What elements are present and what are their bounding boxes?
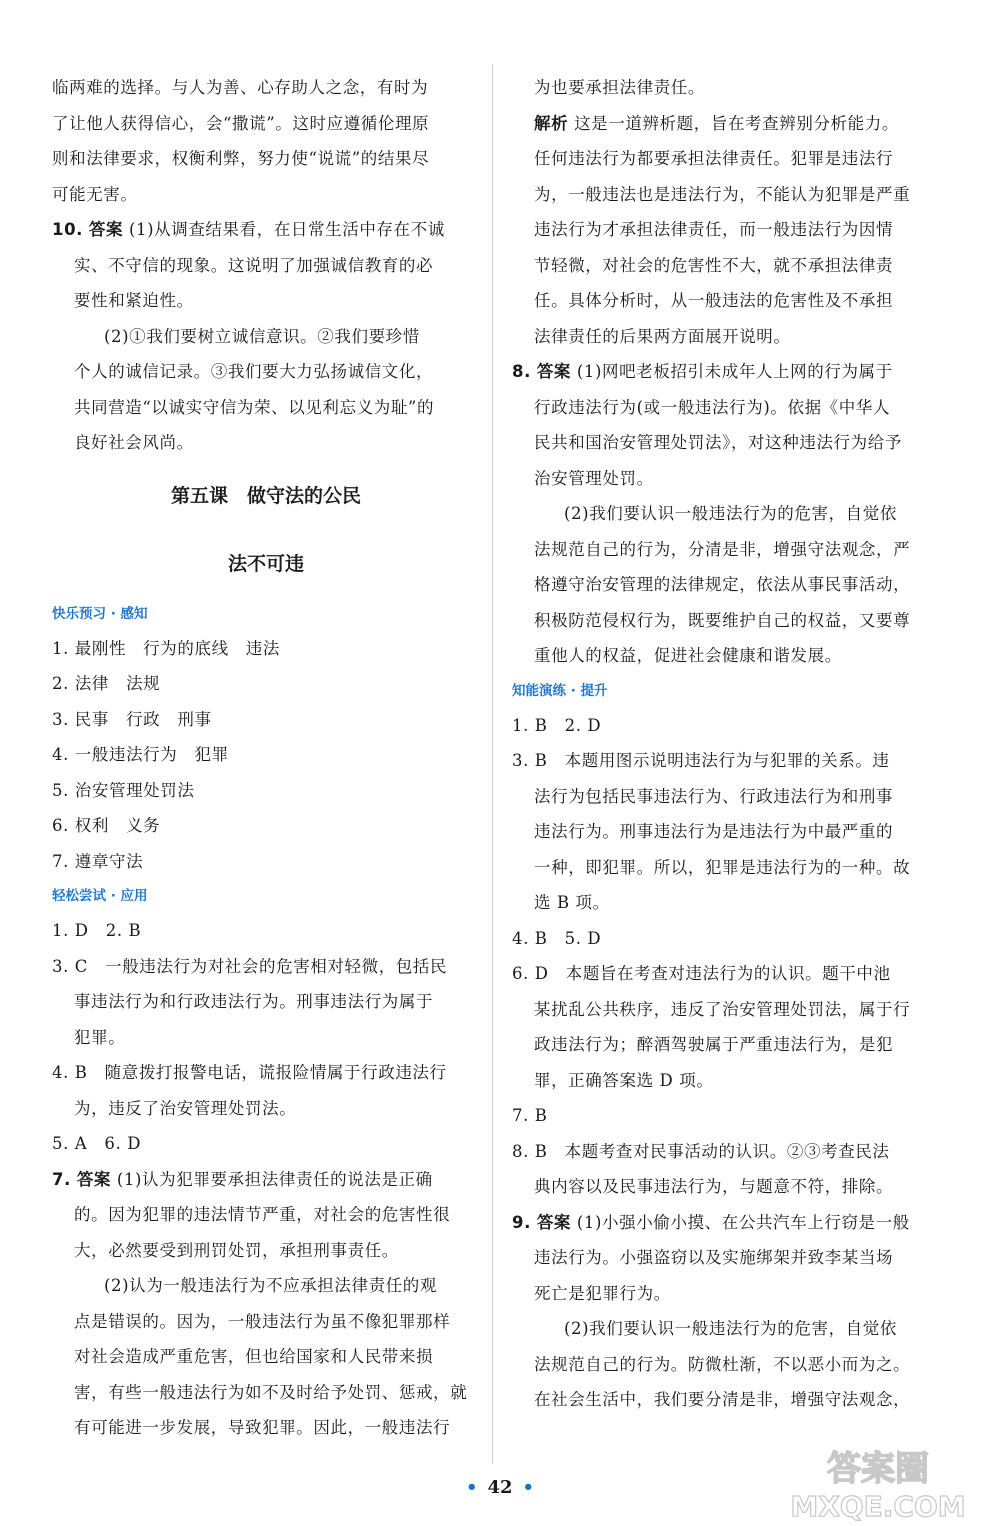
analysis-label: 解析 [534,113,569,133]
text-line: 共同营造“以诚实守信为荣、以见利忘义为耻”的 [74,397,435,417]
practice-answer: 4. B 5. D [512,928,602,948]
text-line: 临两难的选择。与人为善、心存助人之念，有时为 [52,78,429,97]
section-heading-apply: 轻松尝试 · 应用 [52,888,148,904]
text-line: (2)我们要认识一般违法行为的危害，自觉依 [564,504,897,523]
text-line: 法规范自己的行为。防微杜渐，不以恶小而为之。 [534,1354,911,1374]
text-line: 治安管理处罚。 [534,468,654,488]
text-line: 在社会生活中，我们要分清是非，增强守法观念， [534,1390,911,1409]
text-line: 民共和国治安管理处罚法》，对这种违法行为给予 [534,433,902,452]
preview-answer: 7. 遵章守法 [52,851,144,871]
question-number: 10. [52,220,84,239]
text-line: 节轻微，对社会的危害性不大，就不承担法律责 [534,255,894,275]
text-line: 为，违反了治安管理处罚法。 [74,1098,297,1118]
text-line: 对社会造成严重危害，但也给国家和人民带来损 [74,1347,434,1366]
answer-label: 答案 [88,220,124,239]
text-line: 违法行为。小强盗窃以及实施绑架并致李某当场 [534,1248,894,1267]
text-line: 要性和紧迫性。 [74,291,194,310]
text-line: (2)我们要认识一般违法行为的危害，自觉依 [564,1319,897,1338]
text-line: 法规范自己的行为，分清是非，增强守法观念，严 [534,539,911,559]
answer-label: 答案 [76,1169,112,1189]
apply-answer: 1. D 2. B [52,921,142,940]
text-line: 可能无害。 [52,184,138,204]
preview-answer: 3. 民事 行政 刑事 [52,709,212,729]
text-line: 选 B 项。 [534,893,610,912]
analysis-text: 这是一道辨析题，旨在考查辨别分析能力。 [574,113,899,133]
text-line: 实、不守信的现象。这说明了加强诚信教育的必 [74,255,434,275]
column-divider [492,64,493,1464]
practice-answer: 8. B 本题考查对民事活动的认识。②③考查民法 [512,1141,890,1161]
answer-7 [52,1162,480,1198]
preview-answer: 4. 一般违法行为 犯罪 [52,745,229,764]
text-line: 有可能进一步发展，导致犯罪。因此，一般违法行 [74,1418,451,1437]
text-line: 某扰乱公共秩序，违反了治安管理处罚法，属于行 [534,999,911,1019]
text-line: 重他人的权益，促进社会健康和谐发展。 [534,646,842,665]
text-line: (2)认为一般违法行为不应承担法律责任的观 [104,1276,437,1295]
text-line: 法律责任的后果两方面展开说明。 [534,326,791,346]
text-line: 政违法行为；醉酒驾驶属于严重违法行为，是犯 [534,1035,894,1054]
text-line: 任何违法行为都要承担法律责任。犯罪是违法行 [534,149,894,168]
watermark-url: MXQE.COM [790,1490,966,1523]
answer-10 [52,212,480,248]
practice-answer: 7. B [512,1106,548,1125]
apply-answer: 3. C 一般违法行为对社会的危害相对轻微，包括民 [52,956,448,976]
question-number: 9. [512,1212,531,1232]
preview-answer: 1. 最刚性 行为的底线 违法 [52,638,280,658]
preview-answer: 2. 法律 法规 [52,674,161,693]
text-line: 典内容以及民事违法行为，与题意不符，排除。 [534,1177,894,1196]
text-line: 法行为包括民事违法行为、行政违法行为和刑事 [534,786,894,806]
text-line: 为，一般违法也是违法行为，不能认为犯罪是严重 [534,184,911,204]
apply-answer: 5. A 6. D [52,1134,142,1153]
practice-answer: 1. B 2. D [512,715,602,735]
text-line: 个人的诚信记录。③我们要大力弘扬诚信文化， [74,362,434,381]
text-line: 一种，即犯罪。所以，犯罪是违法行为的一种。故 [534,857,911,877]
section-heading-practice: 知能演练 · 提升 [512,682,608,699]
text-line: 格遵守治安管理的法律规定，依法从事民事活动， [534,575,911,594]
lesson-title: 第五课 做守法的公民 [170,484,361,507]
answer-label: 答案 [536,1212,572,1232]
page-number-text: 42 [487,1477,513,1498]
watermark-logo [760,1440,996,1524]
text-line: 为也要承担法律责任。 [534,78,705,97]
left-column [52,70,480,1446]
practice-answer: 6. D 本题旨在考查对违法行为的认识。题干中池 [512,964,891,983]
answer-label: 答案 [536,362,572,381]
text-line: 事违法行为和行政违法行为。刑事违法行为属于 [74,992,434,1011]
text-line: 违法行为才承担法律责任，而一般违法行为因情 [534,220,894,239]
text-line: 良好社会风尚。 [74,433,194,452]
answer-text: (1)小强小偷小摸、在公共汽车上行窃是一般 [576,1212,910,1232]
text-line: 大，必然要受到刑罚处罚，承担刑事责任。 [74,1240,399,1260]
question-number: 8. [512,362,531,381]
text-line: 违法行为。刑事违法行为是违法行为中最严重的 [534,822,894,841]
right-column [512,70,924,1418]
text-line: 积极防范侵权行为，既要维护自己的权益，又要尊 [534,610,911,630]
text-line: 了让他人获得信心，会“撒谎”。这时应遵循伦理原 [52,113,430,133]
text-line: 的。因为犯罪的违法情节严重，对社会的危害性很 [74,1205,451,1224]
text-line: 害，有些一般违法行为如不及时给予处罚、惩戒，就 [74,1382,468,1402]
preview-answer: 5. 治安管理处罚法 [52,780,195,800]
question-number: 7. [52,1169,71,1189]
topic-title: 法不可违 [227,552,304,575]
section-heading-preview: 快乐预习 · 感知 [52,605,148,622]
text-line: 罪，正确答案选 D 项。 [534,1070,714,1090]
answer-text: (1)认为犯罪要承担法律责任的说法是正确 [116,1169,433,1189]
text-line: 任。具体分析时，从一般违法的危害性及不承担 [534,291,894,310]
answer-text: (1)从调查结果看，在日常生活中存在不诚 [128,220,445,239]
watermark-text: 答案圈 [827,1449,929,1489]
answer-text: (1)网吧老板招引未成年人上网的行为属于 [576,362,893,381]
answer-8 [512,354,924,390]
preview-answer: 6. 权利 义务 [52,816,161,835]
bullet-icon: • [465,1477,478,1498]
answer-9 [512,1205,924,1241]
bullet-icon: • [522,1477,535,1498]
analysis [512,106,924,142]
text-line: 则和法律要求，权衡利弊，努力使“说谎”的结果尽 [52,149,430,168]
text-line: 犯罪。 [74,1027,126,1047]
text-line: 行政违法行为(或一般违法行为)。依据《中华人 [534,397,891,417]
text-line: 死亡是犯罪行为。 [534,1283,671,1303]
text-line: 点是错误的。因为，一般违法行为虽不像犯罪那样 [74,1311,451,1331]
apply-answer: 4. B 随意拨打报警电话，谎报险情属于行政违法行 [52,1063,447,1082]
practice-answer: 3. B 本题用图示说明违法行为与犯罪的关系。违 [512,751,890,770]
text-line: (2)①我们要树立诚信意识。②我们要珍惜 [104,326,420,346]
